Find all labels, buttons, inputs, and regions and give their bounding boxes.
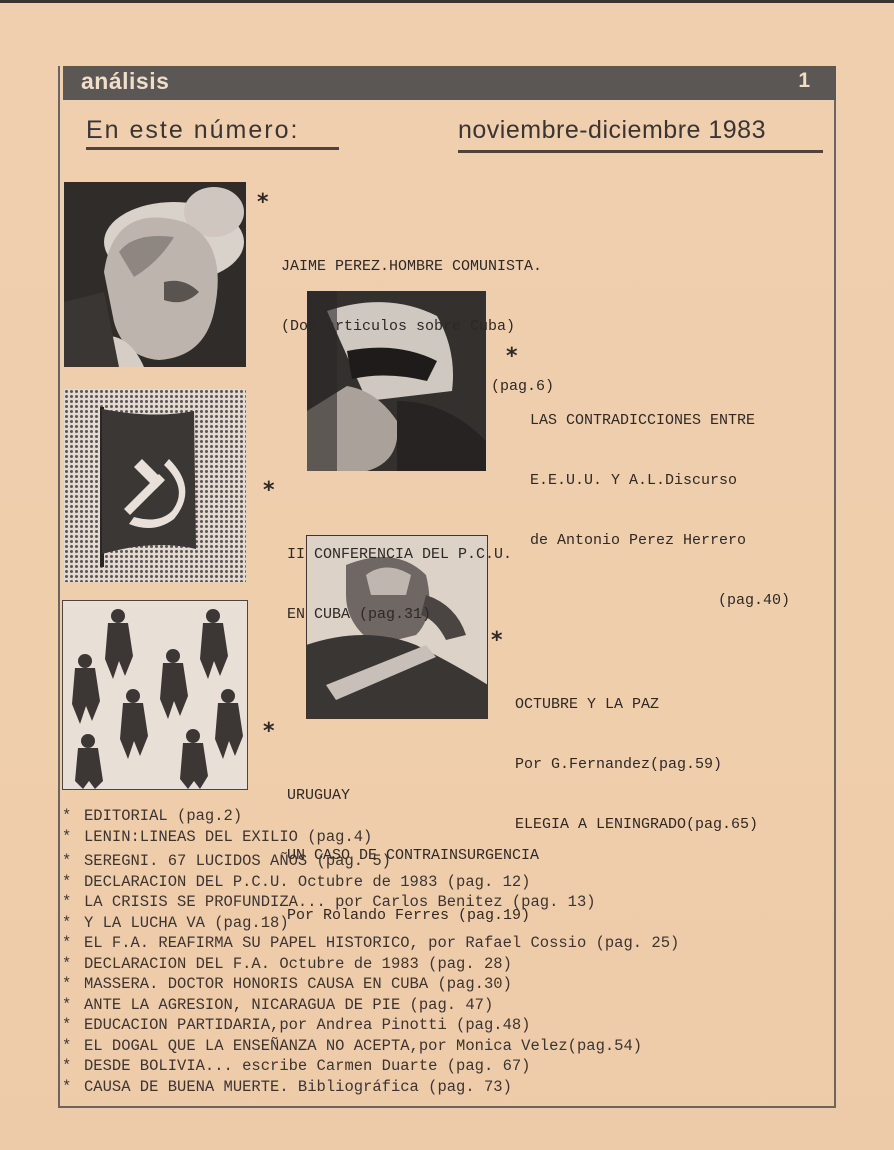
list-item: * EDITORIAL (pag.2) xyxy=(62,807,243,825)
list-item: * SEREGNI. 67 LUCIDOS AÑOS (pag. 5) xyxy=(62,852,391,870)
feature-line: OCTUBRE Y LA PAZ xyxy=(515,696,660,713)
feature-line: ELEGIA A LENINGRADO(pag.65) xyxy=(515,816,759,833)
asterisk-icon: * xyxy=(263,478,275,503)
list-item: * ANTE LA AGRESION, NICARAGUA DE PIE (pag. 47) xyxy=(62,995,494,1014)
feature-line: Por Rolando Ferres (pag.19) xyxy=(287,907,531,924)
list-item: * EL DOGAL QUE LA ENSEÑANZA NO ACEPTA,por Monica Velez(pag.54) xyxy=(62,1036,643,1055)
list-item: * LENIN:LINEAS DEL EXILIO (pag.4) xyxy=(62,827,373,846)
soldiers-image xyxy=(62,600,248,790)
issue-date: noviembre-diciembre 1983 xyxy=(458,116,766,144)
contents-list xyxy=(62,806,679,1097)
feature-page-ref: (pag.40) xyxy=(718,592,791,609)
feature-line: E.E.U.U. Y A.L.Discurso xyxy=(530,472,738,489)
bullet-icon: * xyxy=(62,975,72,993)
asterisk-icon: * xyxy=(263,719,275,744)
top-edge-line xyxy=(0,0,894,3)
list-item: * EL F.A. REAFIRMA SU PAPEL HISTORICO, por Rafael Cossio (pag. 25) xyxy=(62,934,680,952)
heading-underline-right xyxy=(458,150,823,153)
bullet-icon: * xyxy=(62,1016,72,1034)
feature-line: LAS CONTRADICCIONES ENTRE xyxy=(530,412,756,429)
feature-conferencia xyxy=(263,478,513,665)
feature-line: JAIME PEREZ.HOMBRE COMUNISTA. xyxy=(281,258,543,275)
feature-line: (Dos articulos sobre Cuba) xyxy=(281,318,516,335)
page-number: 1 xyxy=(798,69,810,92)
feature-jaime-perez xyxy=(257,190,555,437)
hammer-sickle-flag-icon xyxy=(64,389,246,582)
bullet-icon: * xyxy=(62,893,72,911)
list-item: * EDUCACION PARTIDARIA,por Andrea Pinotti (pag.48) xyxy=(62,1016,531,1034)
feature-line: II CONFERENCIA DEL P.C.U. xyxy=(287,546,513,563)
bullet-icon: * xyxy=(62,1057,72,1075)
bullet-icon: * xyxy=(62,954,72,973)
bullet-icon: * xyxy=(62,1036,72,1055)
bullet-icon: * xyxy=(62,934,72,952)
portrait-photo-1 xyxy=(64,182,246,367)
list-item: * DESDE BOLIVIA... escribe Carmen Duarte (pag. 67) xyxy=(62,1057,531,1075)
bullet-icon: * xyxy=(62,995,72,1014)
bullet-icon: * xyxy=(62,872,72,891)
bullet-icon: * xyxy=(62,1077,72,1096)
feature-line: Por G.Fernandez(pag.59) xyxy=(515,756,723,773)
soldiers-illustration-icon xyxy=(63,601,247,789)
list-item: * DECLARACION DEL F.A. Octubre de 1983 (pag. 28) xyxy=(62,954,512,973)
asterisk-icon: * xyxy=(257,190,269,215)
feature-line: EN CUBA (pag.31) xyxy=(287,606,432,623)
section-heading: En este número: xyxy=(86,116,300,144)
flag-image xyxy=(64,389,246,582)
list-item: * MASSERA. DOCTOR HONORIS CAUSA EN CUBA (pag.30) xyxy=(62,975,512,993)
feature-line: UN CASO DE CONTRAINSURGENCIA xyxy=(287,847,540,864)
bullet-icon: * xyxy=(62,852,72,870)
feature-page-ref: (pag.6) xyxy=(491,378,555,395)
asterisk-icon: * xyxy=(506,344,518,369)
bullet-icon: * xyxy=(62,827,72,846)
list-item: * CAUSA DE BUENA MUERTE. Bibliográfica (pag. 73) xyxy=(62,1077,512,1096)
list-item: * LA CRISIS SE PROFUNDIZA... por Carlos Benitez (pag. 13) xyxy=(62,893,596,911)
portrait-photo-man-profile-icon xyxy=(64,182,246,367)
masthead-title: análisis xyxy=(81,68,170,94)
masthead-bar xyxy=(63,66,836,100)
list-item: * Y LA LUCHA VA (pag.18) xyxy=(62,913,289,932)
list-item: * DECLARACION DEL P.C.U. Octubre de 1983 (pag. 12) xyxy=(62,872,531,891)
feature-line: URUGUAY xyxy=(287,787,351,804)
bullet-icon: * xyxy=(62,913,72,932)
feature-line: de Antonio Perez Herrero xyxy=(530,532,747,549)
heading-underline-left xyxy=(86,147,339,150)
bullet-icon: * xyxy=(62,807,72,825)
asterisk-icon: * xyxy=(491,628,503,653)
